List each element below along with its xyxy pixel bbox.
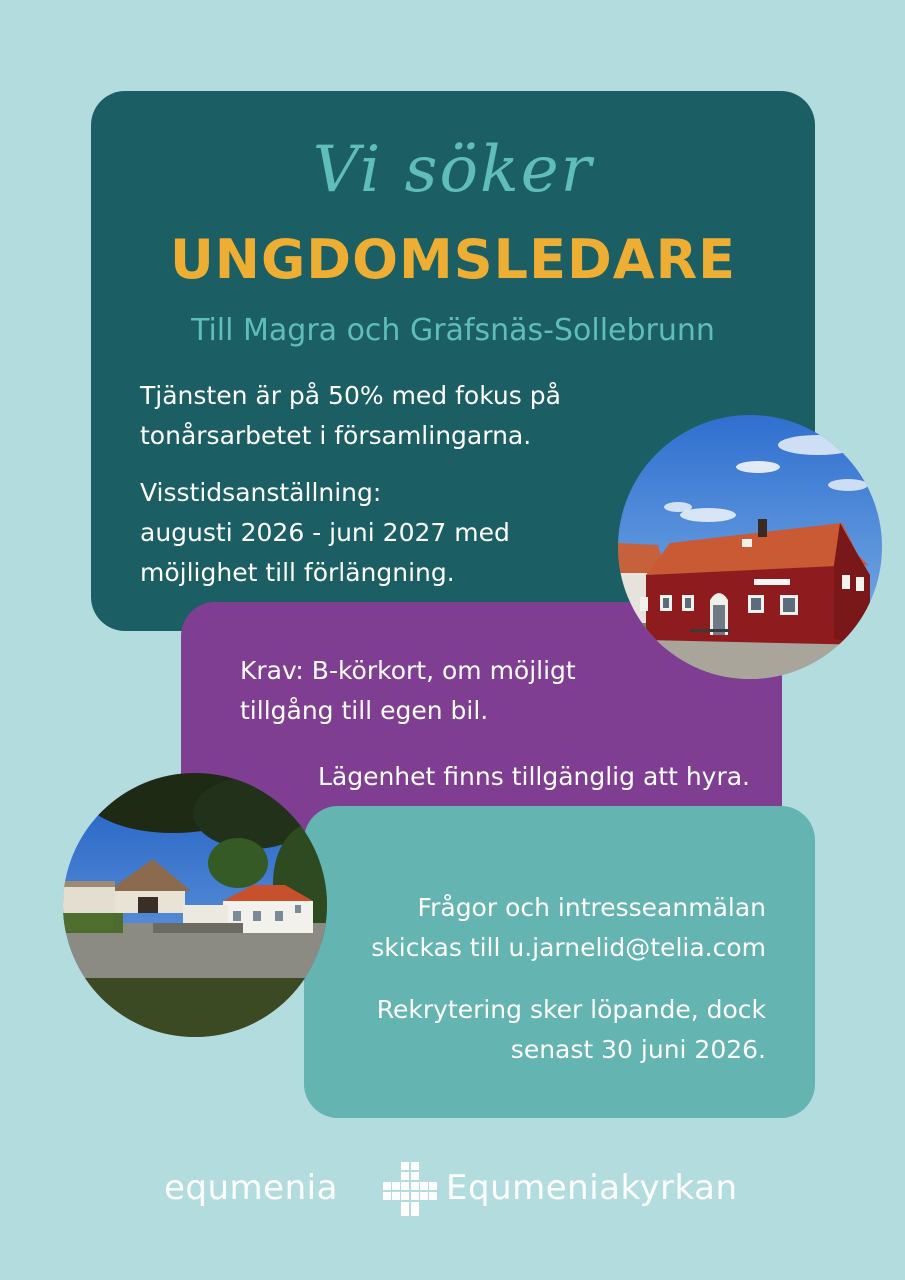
requirements-text	[240, 651, 710, 731]
term-text	[140, 473, 610, 593]
term-line-3: möjlighet till förlängning.	[140, 558, 455, 587]
red-church-photo	[618, 415, 882, 679]
deadline-line-1: Rekrytering sker löpande, dock	[376, 995, 766, 1024]
equmenia-logo: equmenia	[164, 1168, 338, 1208]
apartment-line: Lägenhet finns tillgänglig att hyra.	[317, 762, 750, 791]
service-text	[140, 376, 620, 456]
apartment-text	[240, 757, 750, 797]
contact-line-1: Frågor och intresseanmälan	[417, 893, 766, 922]
term-line-2: augusti 2026 - juni 2027 med	[140, 518, 510, 547]
equmeniakyrkan-logo: Equmeniakyrkan	[446, 1168, 738, 1208]
script-heading: Vi söker	[312, 133, 594, 207]
cross-logo-icon	[383, 1162, 437, 1216]
contact-line-2: skickas till u.jarnelid@telia.com	[371, 933, 766, 962]
subtitle: Till Magra och Gräfsnäs-Sollebrunn	[191, 313, 715, 348]
contact-text	[318, 888, 766, 968]
req-line-1: Krav: B-körkort, om möjligt	[240, 656, 576, 685]
deadline-line-2: senast 30 juni 2026.	[510, 1035, 766, 1064]
req-line-2: tillgång till egen bil.	[240, 696, 489, 725]
page-title: UNGDOMSLEDARE	[169, 228, 737, 291]
term-line-1: Visstidsanställning:	[140, 478, 382, 507]
deadline-text	[318, 990, 766, 1070]
chapel-photo	[63, 773, 327, 1037]
service-line-1: Tjänsten är på 50% med fokus på	[140, 381, 561, 410]
service-line-2: tonårsarbetet i församlingarna.	[140, 421, 532, 450]
